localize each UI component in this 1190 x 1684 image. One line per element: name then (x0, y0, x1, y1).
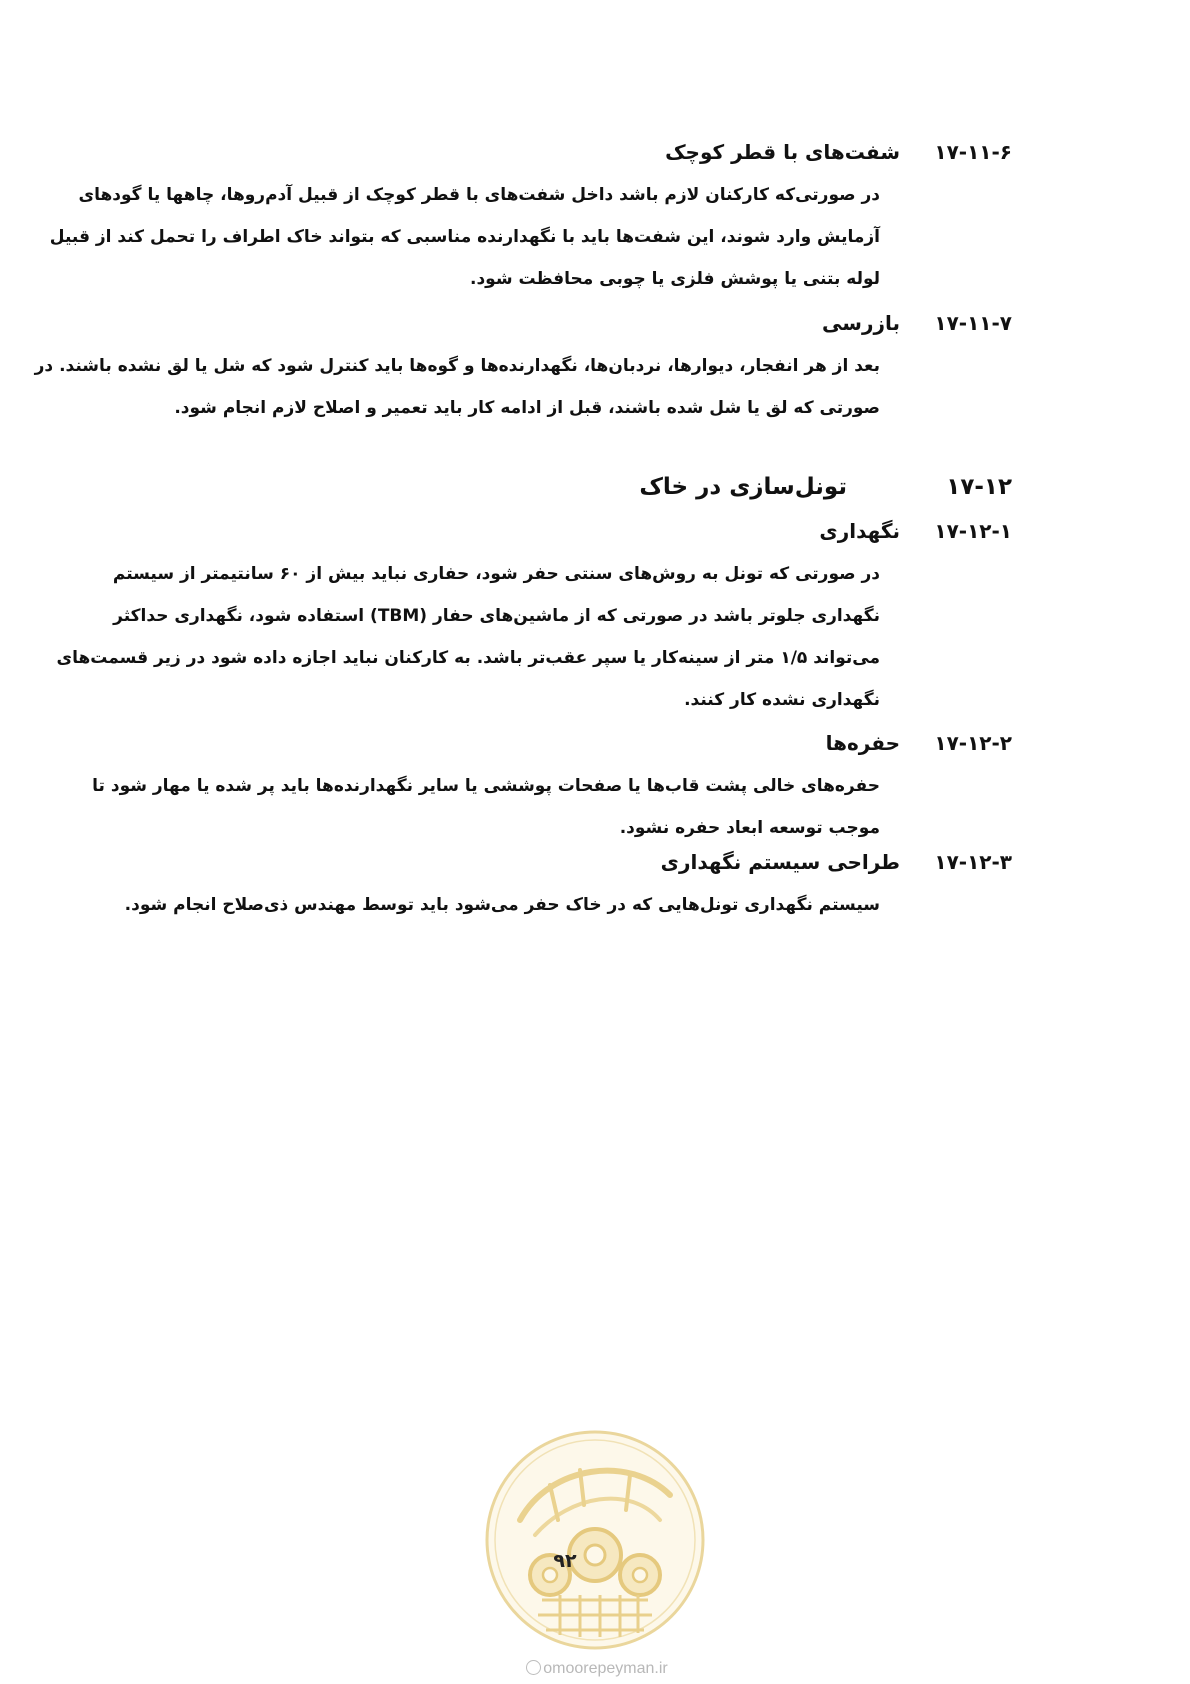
paragraph-line: می‌تواند ۱/۵ متر از سینه‌کار یا سپر عقب‌تر باشد. به کارکنان نباید اجازه داده شود در زیر قسمت‌های (56, 648, 880, 668)
paragraph-line: لوله بتنی یا پوشش فلزی یا چوبی محافظت شود. (470, 269, 880, 289)
section-title: شفت‌های با قطر کوچک (665, 140, 900, 164)
watermark-site-label (492, 1660, 702, 1678)
paragraph-small-shafts (49, 174, 880, 300)
section-heading-17-12-3 (661, 850, 1012, 874)
paragraph-line: در صورتی که تونل به روش‌های سنتی حفر شود، حفاری نباید بیش از ۶۰ سانتیمتر از سیستم (112, 564, 880, 584)
section-number: ۱۷-۱۲-۳ (934, 850, 1012, 874)
section-heading-17-12-2 (826, 731, 1012, 755)
section-heading-17-11-6 (665, 140, 1012, 164)
section-title: تونل‌سازی در خاک (639, 474, 847, 500)
paragraph-line: موجب توسعه ابعاد حفره نشود. (619, 818, 880, 838)
chapter-heading-17-12 (639, 474, 1012, 500)
paragraph-line: نگهداری نشده کار کنند. (684, 690, 880, 710)
section-title: حفره‌ها (825, 731, 900, 755)
section-title: نگهداری (819, 519, 900, 543)
logo-wall-grid (538, 1595, 652, 1637)
paragraph-line: نگهداری جلوتر باشد در صورتی که از ماشین‌های حفار (TBM) استفاده شود، نگهداری حداکثر (113, 606, 880, 626)
section-number: ۱۷-۱۱-۶ (934, 140, 1012, 164)
site-url: omoorepeyman.ir (543, 1660, 668, 1677)
paragraph-line: آزمایش وارد شوند، این شفت‌ها باید با نگهدارنده مناسبی که بتواند خاک اطراف را تحمل کند از قبیل (49, 227, 880, 247)
paragraph-voids (92, 765, 880, 849)
section-title: بازرسی (822, 311, 900, 335)
section-title: طراحی سیستم نگهداری (660, 850, 900, 874)
section-number: ۱۷-۱۲-۲ (934, 731, 1012, 755)
paragraph-line: در صورتی‌که کارکنان لازم باشد داخل شفت‌های با قطر کوچک از قبیل آدم‌روها، چاهها یا گودهای (78, 185, 880, 205)
paragraph-support (56, 553, 880, 721)
section-heading-17-11-7 (822, 311, 1012, 335)
paragraph-line: سیستم نگهداری تونل‌هایی که در خاک حفر می‌شود باید توسط مهندس ذی‌صلاح انجام شود. (124, 895, 880, 915)
section-number: ۱۷-۱۲ (946, 474, 1012, 500)
paragraph-support-design (124, 884, 880, 926)
paragraph-line: بعد از هر انفجار، دیوارها، نردبان‌ها، نگهدارنده‌ها و گوه‌ها باید کنترل شود که شل یا لق نشده باشند. در (34, 356, 880, 376)
paragraph-line: حفره‌های خالی پشت قاب‌ها یا صفحات پوششی یا سایر نگهدارنده‌ها باید پر شده یا مهار شود تا (92, 776, 880, 796)
section-number: ۱۷-۱۱-۷ (934, 311, 1012, 335)
paragraph-inspection (34, 345, 880, 429)
omoorepeyman-watermark-logo (480, 1425, 710, 1655)
page-number: ۹۲ (553, 1550, 577, 1572)
globe-icon (526, 1660, 541, 1675)
paragraph-line: صورتی که لق یا شل شده باشند، قبل از ادامه کار باید تعمیر و اصلاح لازم انجام شود. (174, 398, 880, 418)
section-heading-17-12-1 (819, 519, 1012, 543)
gear-icon (620, 1555, 660, 1595)
section-number: ۱۷-۱۲-۱ (934, 519, 1012, 543)
